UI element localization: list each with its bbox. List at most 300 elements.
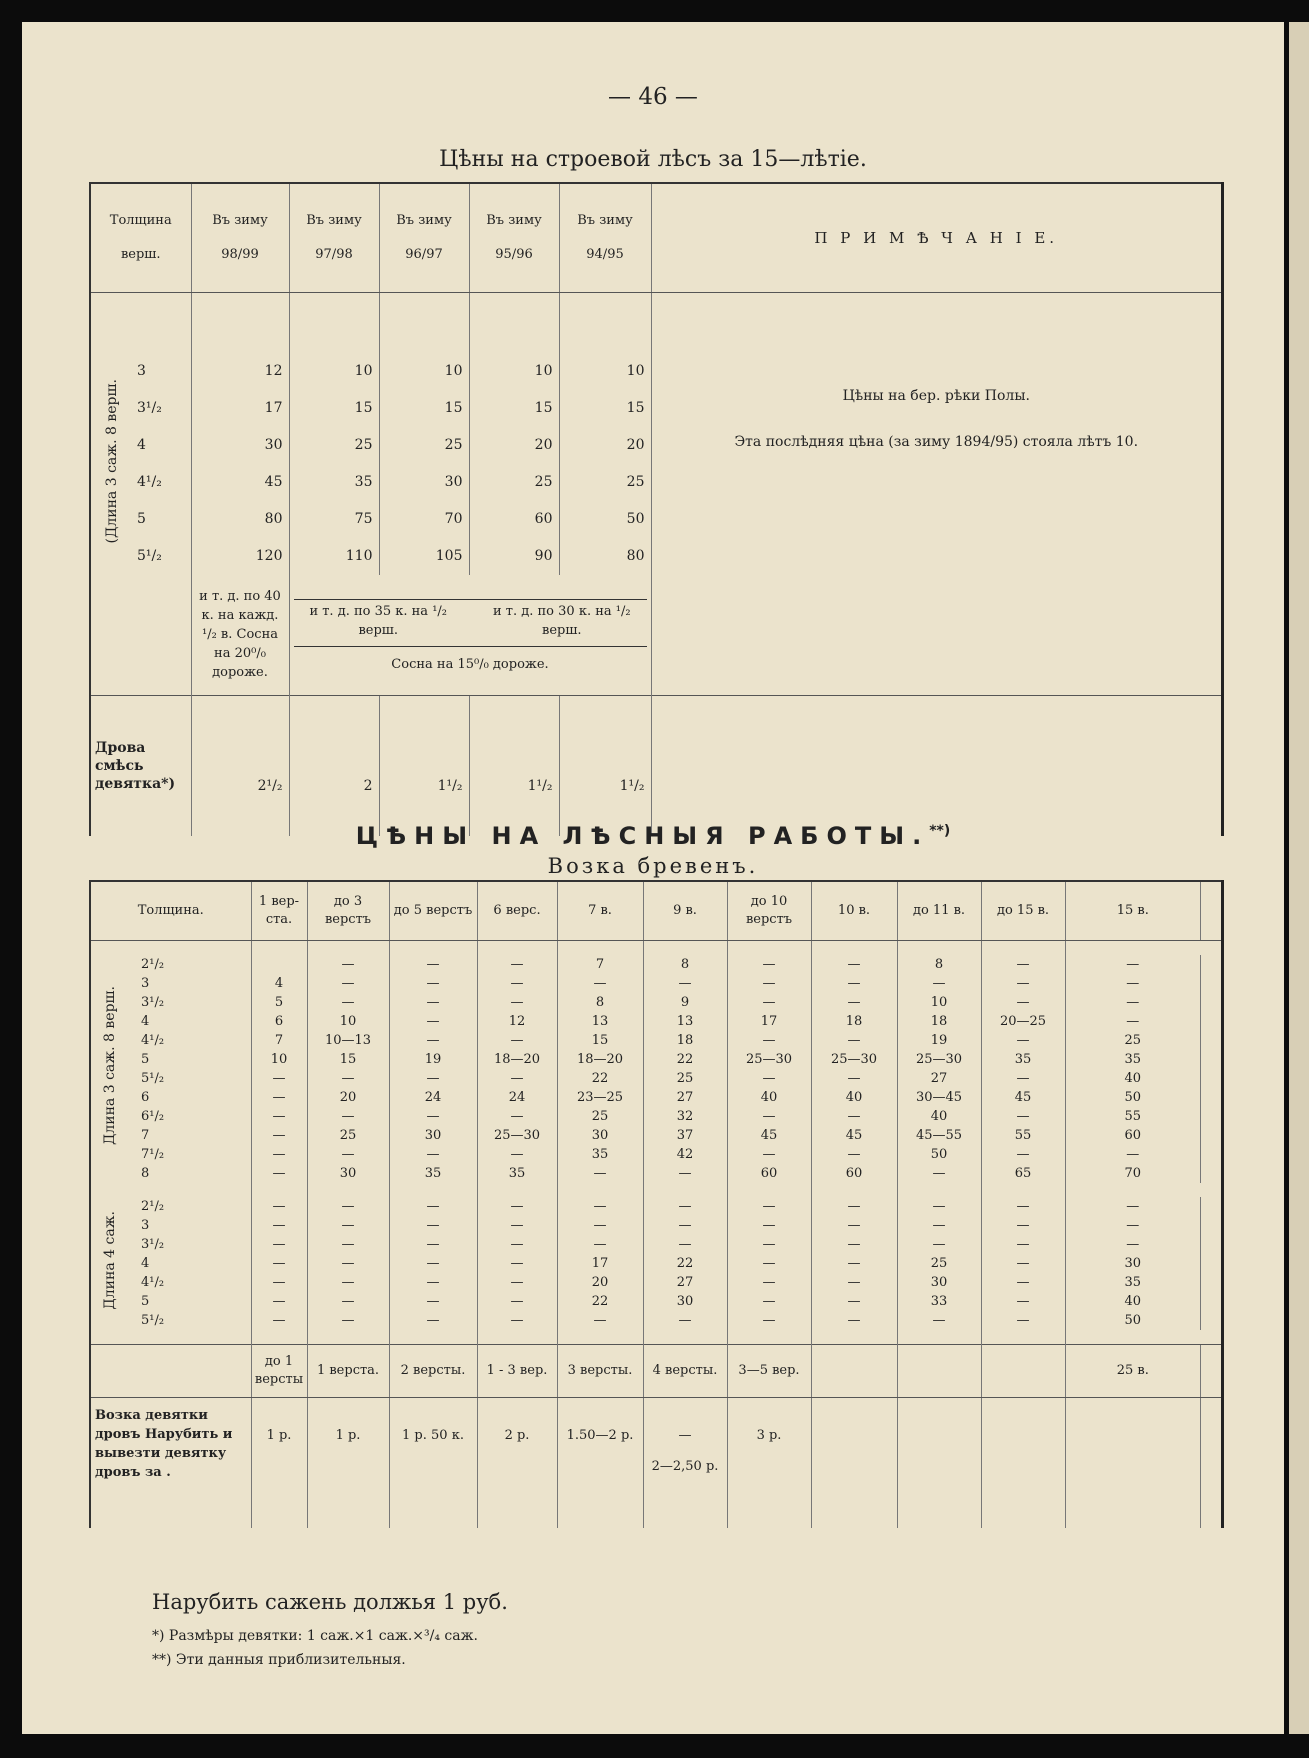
haul-price-cell: — <box>389 1254 477 1273</box>
haul-price-cell: — <box>727 1145 811 1164</box>
haul-price-cell: 37 <box>643 1126 727 1145</box>
firewood-haul-label: Возка девятки дровъ Нарубить и вывезти девятку дровъ за . <box>95 1408 233 1480</box>
haul-price-cell: 25—30 <box>727 1050 811 1069</box>
thickness-cell: 2¹/₂ <box>141 1199 165 1214</box>
haul-price-cell: — <box>727 1235 811 1254</box>
firewood-distance-header: 1 - 3 вер. <box>477 1345 557 1398</box>
haul-price-cell: — <box>1065 1216 1201 1235</box>
price-cell-v97: 25 <box>289 427 379 464</box>
firewood-haul-price <box>307 1398 389 1529</box>
next-page-edge <box>1289 22 1309 1734</box>
haul-price-cell: — <box>897 1216 981 1235</box>
haul-price-cell: 10 <box>251 1050 307 1069</box>
group2-length-label: Длина 4 саж. <box>101 1211 118 1310</box>
haul-price-cell: — <box>811 1197 897 1216</box>
haul-price-cell: — <box>389 1031 477 1050</box>
firewood-haul-value: 1.50—2 р. <box>566 1428 634 1443</box>
haul-price-cell: — <box>811 1292 897 1311</box>
haul-price-cell: — <box>811 1254 897 1273</box>
haul-price-cell: — <box>251 1107 307 1126</box>
group2-row <box>90 1216 1223 1235</box>
haul-price-cell: — <box>811 993 897 1012</box>
haul-price-cell: 6 <box>251 1012 307 1031</box>
firewood-price: 1¹/₂ <box>559 695 651 836</box>
page-number: — 46 — <box>608 84 698 110</box>
price-cell-v95: 90 <box>469 538 559 575</box>
haul-price-cell: 50 <box>897 1145 981 1164</box>
t2-distance-header: до 11 в. <box>897 881 981 941</box>
haul-price-cell: 45 <box>811 1126 897 1145</box>
etc-group <box>289 575 651 696</box>
group1-row <box>90 1088 1223 1107</box>
thickness-cell: 6 <box>141 1090 150 1105</box>
haul-price-cell: 22 <box>643 1050 727 1069</box>
group1-row <box>90 1012 1223 1031</box>
haul-price-cell: — <box>643 1216 727 1235</box>
haul-price-cell: 7 <box>251 1031 307 1050</box>
t2-distance-header: до 3 верстъ <box>307 881 389 941</box>
winter-96-header: Въ зиму 96/97 <box>379 183 469 293</box>
firewood-distance-header: 4 версты. <box>643 1345 727 1398</box>
firewood-price: 2 <box>289 695 379 836</box>
haul-price-cell: — <box>727 1031 811 1050</box>
etc-95-94: и т. д. по 30 к. на ¹/₂ верш. <box>493 604 631 638</box>
haul-price-cell: 30 <box>643 1292 727 1311</box>
haul-price-cell: 65 <box>981 1164 1065 1183</box>
haul-price-cell: 40 <box>897 1107 981 1126</box>
firewood-haul-value: 1 р. <box>266 1428 292 1443</box>
thickness-cell: 4¹/₂ <box>141 1033 165 1048</box>
thickness-cell: 4¹/₂ <box>141 1275 165 1290</box>
price-cell-v98: 80 <box>191 501 289 538</box>
haul-price-cell: — <box>477 1292 557 1311</box>
group1-row <box>90 955 1223 974</box>
haul-price-cell: — <box>307 1235 389 1254</box>
log-hauling-subtitle: Возка бревенъ. <box>547 854 759 878</box>
footer-text: Нарубить сажень должья 1 руб. <box>152 1590 508 1614</box>
haul-price-cell: — <box>389 955 477 974</box>
firewood-haul-value: 3 р. <box>756 1428 782 1443</box>
thickness-cell: 4 <box>141 1014 150 1029</box>
haul-price-cell: 25 <box>1065 1031 1201 1050</box>
haul-price-cell: — <box>477 1235 557 1254</box>
haul-price-cell: — <box>727 1273 811 1292</box>
haul-price-cell: — <box>727 1311 811 1330</box>
haul-price-cell: 35 <box>477 1164 557 1183</box>
t2-distance-header: 1 вер- ста. <box>251 881 307 941</box>
haul-price-cell: 35 <box>981 1050 1065 1069</box>
thickness-cell: 8 <box>141 1166 150 1181</box>
haul-price-cell: — <box>981 993 1065 1012</box>
haul-price-cell: 30 <box>1065 1254 1201 1273</box>
haul-price-cell: 7 <box>557 955 643 974</box>
firewood-haul-price <box>389 1398 477 1529</box>
haul-price-cell: 8 <box>897 955 981 974</box>
haul-price-cell: 70 <box>1065 1164 1201 1183</box>
firewood-haul-price <box>251 1398 307 1529</box>
t2-distance-header: 7 в. <box>557 881 643 941</box>
firewood-haul-price <box>897 1398 981 1529</box>
haul-price-cell: — <box>389 1311 477 1330</box>
group1-row <box>90 1145 1223 1164</box>
firewood-distance-header: 3 версты. <box>557 1345 643 1398</box>
haul-price-cell: 45 <box>727 1126 811 1145</box>
haul-price-cell: — <box>557 1164 643 1183</box>
haul-price-cell: 18—20 <box>557 1050 643 1069</box>
firewood-price: 1¹/₂ <box>469 695 559 836</box>
haul-price-cell: — <box>643 1311 727 1330</box>
t2-distance-header: 6 верс. <box>477 881 557 941</box>
group2-row <box>90 1273 1223 1292</box>
haul-price-cell: 55 <box>981 1126 1065 1145</box>
haul-price-cell: — <box>307 1197 389 1216</box>
haul-price-cell: 60 <box>1065 1126 1201 1145</box>
thickness-cell: 5¹/₂ <box>141 1071 165 1086</box>
price-cell-v98: 12 <box>191 353 289 390</box>
group1-length-cell <box>90 955 129 1183</box>
haul-price-cell: — <box>251 1088 307 1107</box>
haul-price-cell: — <box>643 1164 727 1183</box>
thickness-cell: 4 <box>137 437 146 453</box>
haul-price-cell: — <box>643 1235 727 1254</box>
haul-price-cell: — <box>727 1197 811 1216</box>
haul-price-cell: — <box>307 1107 389 1126</box>
note-river: Цѣны на бер. рѣки Полы. <box>842 387 1030 404</box>
firewood-haul-price <box>1065 1398 1201 1529</box>
haul-price-cell: — <box>1065 1197 1201 1216</box>
haul-price-cell: 25 <box>557 1107 643 1126</box>
haul-price-cell: 42 <box>643 1145 727 1164</box>
timber-prices-table <box>89 182 1224 836</box>
group1-row <box>90 993 1223 1012</box>
haul-price-cell: 25 <box>643 1069 727 1088</box>
price-cell-v96: 105 <box>379 538 469 575</box>
firewood-haul-value: 2 р. <box>504 1428 530 1443</box>
firewood-haul-value: — <box>678 1428 692 1443</box>
haul-price-cell: — <box>981 1069 1065 1088</box>
haul-price-cell: — <box>251 1069 307 1088</box>
firewood-haul-row <box>90 1398 1223 1529</box>
haul-price-cell: 8 <box>557 993 643 1012</box>
haul-price-cell: — <box>251 1216 307 1235</box>
haul-price-cell: — <box>389 1069 477 1088</box>
haul-price-cell: 20—25 <box>981 1012 1065 1031</box>
firewood-distance-header: до 1 версты <box>251 1345 307 1398</box>
haul-price-cell: 25—30 <box>477 1126 557 1145</box>
haul-price-cell: — <box>251 1254 307 1273</box>
haul-price-cell: — <box>307 1216 389 1235</box>
haul-price-cell: — <box>811 1031 897 1050</box>
price-cell-v94: 20 <box>559 427 651 464</box>
haul-price-cell: — <box>981 1031 1065 1050</box>
haul-price-cell: 10 <box>307 1012 389 1031</box>
length-label: (Длина 3 саж. 8 верш. <box>104 379 120 544</box>
haul-price-cell: 50 <box>1065 1088 1201 1107</box>
thickness-cell: 4¹/₂ <box>137 474 162 490</box>
haul-price-cell: 17 <box>557 1254 643 1273</box>
haul-price-cell: — <box>307 1145 389 1164</box>
thickness-cell: 3 <box>141 976 150 991</box>
price-cell-v98: 45 <box>191 464 289 501</box>
group2-row <box>90 1292 1223 1311</box>
haul-price-cell: — <box>477 955 557 974</box>
haul-price-cell: 55 <box>1065 1107 1201 1126</box>
price-cell-v98: 30 <box>191 427 289 464</box>
haul-price-cell: 30 <box>557 1126 643 1145</box>
haul-price-cell: 40 <box>727 1088 811 1107</box>
haul-price-cell: 13 <box>557 1012 643 1031</box>
haul-price-cell: — <box>897 1164 981 1183</box>
thickness-cell: 5¹/₂ <box>137 548 162 564</box>
haul-price-cell: — <box>811 1145 897 1164</box>
haul-price-cell: 8 <box>643 955 727 974</box>
haul-price-cell: — <box>389 993 477 1012</box>
price-cell-v97: 110 <box>289 538 379 575</box>
haul-price-cell: 25 <box>897 1254 981 1273</box>
haul-price-cell: 50 <box>1065 1311 1201 1330</box>
haul-price-cell: 33 <box>897 1292 981 1311</box>
haul-price-cell: — <box>981 1216 1065 1235</box>
haul-price-cell: 18 <box>897 1012 981 1031</box>
haul-price-cell: — <box>477 1069 557 1088</box>
thickness-header: Толщина верш. <box>90 183 191 293</box>
page <box>22 22 1284 1734</box>
haul-price-cell: — <box>477 1197 557 1216</box>
haul-price-cell: 35 <box>1065 1273 1201 1292</box>
haul-price-cell: 17 <box>727 1012 811 1031</box>
haul-price-cell: — <box>307 955 389 974</box>
price-cell-v95: 15 <box>469 390 559 427</box>
haul-price-cell: 10 <box>897 993 981 1012</box>
haul-price-cell: — <box>557 974 643 993</box>
t2-distance-header: 9 в. <box>643 881 727 941</box>
group2-row <box>90 1254 1223 1273</box>
haul-price-cell: — <box>981 1145 1065 1164</box>
work-prices-title-text: ЦѢНЫ НА ЛѢСНЫЯ РАБОТЫ. <box>355 822 930 850</box>
haul-price-cell: — <box>811 1107 897 1126</box>
haul-price-cell: — <box>477 1254 557 1273</box>
firewood-price: 1¹/₂ <box>379 695 469 836</box>
haul-price-cell: — <box>557 1311 643 1330</box>
haul-price-cell: 4 <box>251 974 307 993</box>
note-header: П Р И М Ѣ Ч А Н І Е. <box>651 183 1223 293</box>
firewood-distance-row <box>90 1345 1223 1398</box>
firewood-distance-header: 25 в. <box>1065 1345 1201 1398</box>
group1-length-label: Длина 3 саж. 8 верш. <box>101 986 118 1146</box>
price-cell-v95: 10 <box>469 353 559 390</box>
price-cell-v94: 25 <box>559 464 651 501</box>
price-cell-v94: 50 <box>559 501 651 538</box>
thickness-cell: 5 <box>141 1052 150 1067</box>
haul-price-cell: — <box>477 1311 557 1330</box>
haul-price-cell: 18 <box>811 1012 897 1031</box>
haul-price-cell: — <box>1065 1145 1201 1164</box>
t2-distance-header: до 15 в. <box>981 881 1065 941</box>
price-cell-v98: 120 <box>191 538 289 575</box>
thickness-cell: 3¹/₂ <box>137 400 162 416</box>
firewood-haul-price <box>981 1398 1065 1529</box>
title-footnote-mark: **) <box>929 823 951 839</box>
haul-price-cell: 35 <box>1065 1050 1201 1069</box>
haul-price-cell: 13 <box>643 1012 727 1031</box>
winter-97-header: Въ зиму 97/98 <box>289 183 379 293</box>
firewood-haul-value: 1 р. <box>335 1428 361 1443</box>
etc-97-96: и т. д. по 35 к. на ¹/₂ верш. <box>309 604 447 638</box>
price-cell-v96: 30 <box>379 464 469 501</box>
price-cell-v94: 80 <box>559 538 651 575</box>
length-cell <box>90 353 133 575</box>
group2-row <box>90 1235 1223 1254</box>
haul-price-cell: — <box>477 1273 557 1292</box>
haul-price-cell: — <box>1065 955 1201 974</box>
haul-price-cell: — <box>981 1292 1065 1311</box>
haul-price-cell: — <box>897 1311 981 1330</box>
haul-price-cell: 18—20 <box>477 1050 557 1069</box>
haul-price-cell: — <box>981 1235 1065 1254</box>
firewood-haul-price <box>727 1398 811 1529</box>
thickness-cell: 3 <box>141 1218 150 1233</box>
firewood-distance-header: 2 версты. <box>389 1345 477 1398</box>
haul-price-cell: — <box>1065 1012 1201 1031</box>
firewood-distance-header: 1 верста. <box>307 1345 389 1398</box>
haul-price-cell: — <box>389 1197 477 1216</box>
haul-price-cell: — <box>1065 993 1201 1012</box>
price-cell-v97: 10 <box>289 353 379 390</box>
firewood-distance-header <box>897 1345 981 1398</box>
group1-row <box>90 1031 1223 1050</box>
group1-row <box>90 1126 1223 1145</box>
haul-price-cell: — <box>557 1216 643 1235</box>
thickness-cell: 3¹/₂ <box>141 995 165 1010</box>
note-cell <box>651 293 1223 575</box>
haul-price-cell: — <box>477 1031 557 1050</box>
firewood-haul-price <box>811 1398 897 1529</box>
haul-price-cell: — <box>727 974 811 993</box>
group1-row <box>90 1050 1223 1069</box>
thickness-cell: 5 <box>137 511 146 527</box>
price-cell-v95: 20 <box>469 427 559 464</box>
haul-price-cell: — <box>1065 974 1201 993</box>
haul-price-cell: — <box>727 1069 811 1088</box>
haul-price-cell: 32 <box>643 1107 727 1126</box>
haul-price-cell: 40 <box>811 1088 897 1107</box>
haul-price-cell: 25—30 <box>811 1050 897 1069</box>
haul-price-cell: 25—30 <box>897 1050 981 1069</box>
group1-row <box>90 1164 1223 1183</box>
firewood-distance-header: 3—5 вер. <box>727 1345 811 1398</box>
haul-price-cell: 22 <box>557 1069 643 1088</box>
etc-98: и т. д. по 40 к. на кажд. ¹/₂ в. Сосна на 20⁰/₀ дороже. <box>191 575 289 696</box>
haul-price-cell: — <box>811 1069 897 1088</box>
haul-price-cell: — <box>557 1197 643 1216</box>
t2-distance-header: 15 в. <box>1065 881 1201 941</box>
thickness-cell: 2¹/₂ <box>141 957 165 972</box>
group1-row <box>90 1107 1223 1126</box>
firewood-label: Дрова смѣсь девятка*) <box>90 695 191 836</box>
haul-price-cell: — <box>981 974 1065 993</box>
haul-price-cell: — <box>389 1145 477 1164</box>
haul-price-cell: 27 <box>643 1088 727 1107</box>
haul-price-cell: — <box>389 1216 477 1235</box>
haul-price-cell: 18 <box>643 1031 727 1050</box>
haul-price-cell: — <box>897 1235 981 1254</box>
haul-price-cell: — <box>811 1273 897 1292</box>
t2-thickness-header: Толщина. <box>90 881 251 941</box>
haul-price-cell: — <box>307 1311 389 1330</box>
haul-price-cell: 20 <box>557 1273 643 1292</box>
haul-price-cell: — <box>251 1197 307 1216</box>
haul-price-cell: — <box>307 1254 389 1273</box>
haul-price-cell: 35 <box>557 1145 643 1164</box>
price-cell-v94: 15 <box>559 390 651 427</box>
haul-price-cell: — <box>727 1292 811 1311</box>
thickness-cell: 6¹/₂ <box>141 1109 165 1124</box>
haul-price-cell: — <box>981 1254 1065 1273</box>
t2-distance-header: до 10 верстъ <box>727 881 811 941</box>
haul-price-cell: — <box>477 1216 557 1235</box>
haul-price-cell: — <box>389 1012 477 1031</box>
haul-price-cell: — <box>251 1273 307 1292</box>
haul-price-cell: — <box>251 1311 307 1330</box>
group2-length-cell <box>90 1197 129 1330</box>
haul-price-cell: 45 <box>981 1088 1065 1107</box>
firewood-haul-price <box>477 1398 557 1529</box>
haul-price-cell: — <box>811 1216 897 1235</box>
haul-price-cell: 24 <box>477 1088 557 1107</box>
haul-price-cell: — <box>897 974 981 993</box>
firewood-distance-header <box>811 1345 897 1398</box>
haul-price-cell: — <box>981 1311 1065 1330</box>
haul-price-cell: 10—13 <box>307 1031 389 1050</box>
price-cell-v94: 10 <box>559 353 651 390</box>
winter-95-header: Въ зиму 95/96 <box>469 183 559 293</box>
price-cell-v97: 75 <box>289 501 379 538</box>
haul-price-cell: — <box>477 1145 557 1164</box>
haul-price-cell: — <box>307 1069 389 1088</box>
haul-price-cell: 22 <box>557 1292 643 1311</box>
haul-price-cell: 22 <box>643 1254 727 1273</box>
etc-pine: Сосна на 15⁰/₀ дороже. <box>294 646 647 674</box>
firewood-haul-price <box>643 1398 727 1529</box>
haul-price-cell: 12 <box>477 1012 557 1031</box>
haul-price-cell: — <box>811 974 897 993</box>
firewood-haul-extra: 2—2,50 р. <box>651 1459 719 1474</box>
haul-price-cell: — <box>251 1292 307 1311</box>
haul-price-cell: — <box>251 1145 307 1164</box>
haul-price-cell: — <box>643 1197 727 1216</box>
group1-row <box>90 974 1223 993</box>
winter-98-header: Въ зиму 98/99 <box>191 183 289 293</box>
etc-group-top <box>294 599 647 640</box>
footnote-2: **) Эти данныя приблизительныя. <box>152 1652 406 1668</box>
haul-price-cell: 15 <box>557 1031 643 1050</box>
haul-price-cell: — <box>981 1273 1065 1292</box>
t2-distance-header: до 5 верстъ <box>389 881 477 941</box>
haul-price-cell: 60 <box>811 1164 897 1183</box>
haul-price-cell: — <box>557 1235 643 1254</box>
haul-price-cell: — <box>981 1197 1065 1216</box>
t2-distance-header: 10 в. <box>811 881 897 941</box>
haul-price-cell: 30 <box>307 1164 389 1183</box>
price-cell-v98: 17 <box>191 390 289 427</box>
haul-price-cell: — <box>727 1107 811 1126</box>
haul-price-cell: — <box>307 1292 389 1311</box>
haul-price-cell: — <box>389 1235 477 1254</box>
thickness-cell: 7¹/₂ <box>141 1147 165 1162</box>
price-cell-v96: 25 <box>379 427 469 464</box>
note-price: Эта послѣдняя цѣна (за зиму 1894/95) стояла лѣтъ 10. <box>734 433 1139 450</box>
haul-price-cell: — <box>727 1254 811 1273</box>
